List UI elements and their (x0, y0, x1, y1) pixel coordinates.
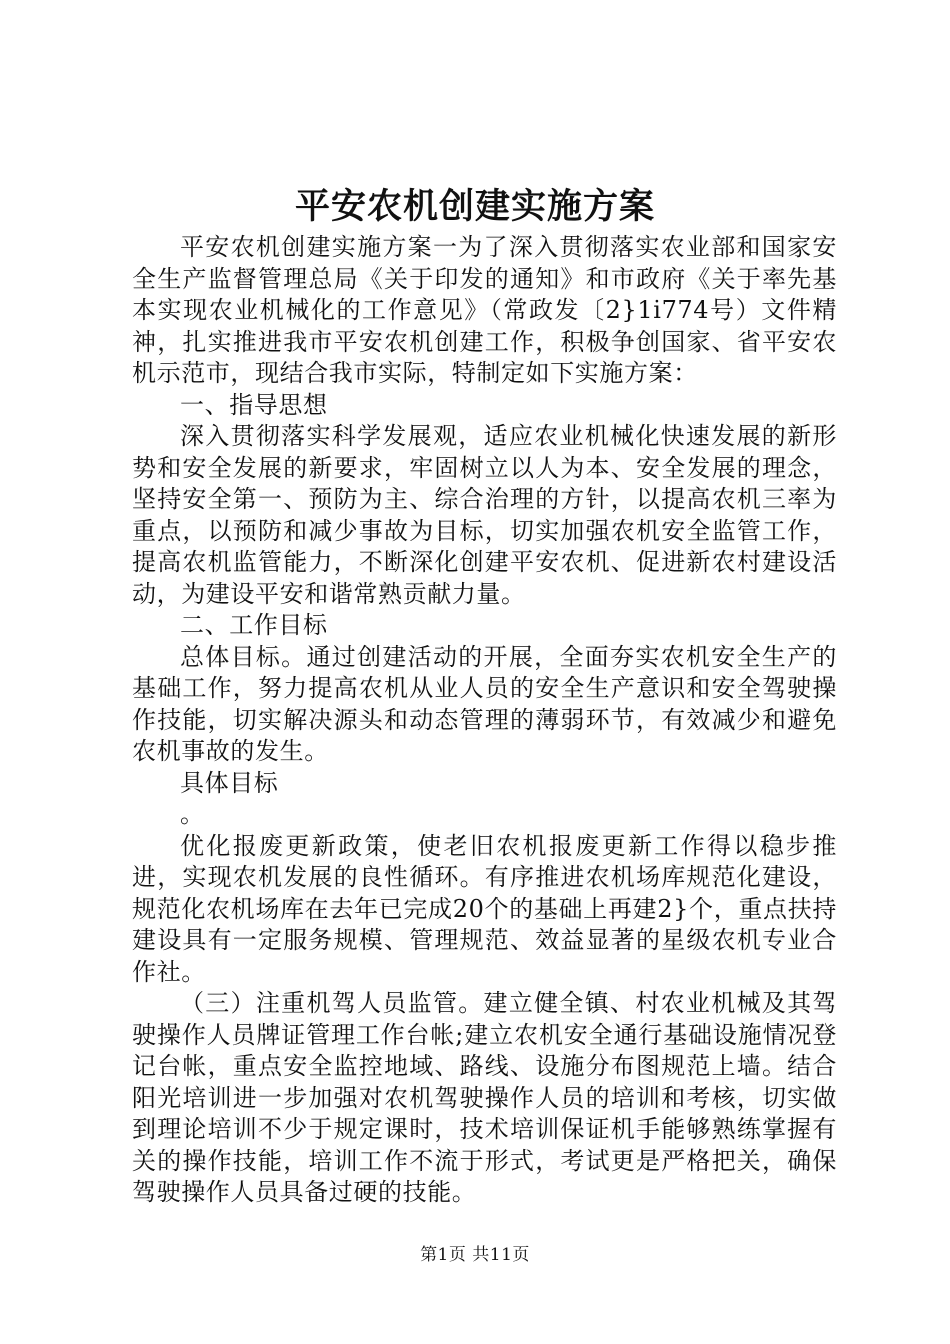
overall-goal-paragraph: 总体目标。通过创建活动的开展，全面夯实农机安全生产的基础工作，努力提高农机从业人员的安全生产意识和安全驾驶操作技能，切实解决源头和动态管理的薄弱环节，有效减少和避免农机事故的发生。 (132, 642, 837, 765)
driver-supervision-paragraph: （三）注重机驾人员监管。建立健全镇、村农业机械及其驾驶操作人员牌证管理工作台帐;建立农机安全通行基础设施情况登记台帐，重点安全监控地域、路线、设施分布图规范上墙。结合阳光培训进一步加强对农机驾驶操作人员的培训和考核，切实做到理论培训不少于规定课时，技术培训保证机手能够熟练掌握有关的操作技能，培训工作不流于形式，考试更是严格把关，确保驾驶操作人员具备过硬的技能。 (132, 989, 837, 1206)
page-footer: 第1页 共11页 (420, 1245, 530, 1265)
document-title: 平安农机创建实施方案 (294, 186, 655, 227)
period-line: 。 (180, 800, 205, 828)
subheading-specific-goals: 具体目标 (180, 768, 279, 797)
section-heading-guiding-ideology: 一、指导思想 (180, 390, 328, 419)
section-heading-work-goals: 二、工作目标 (180, 611, 328, 639)
document-body (132, 232, 837, 1209)
intro-paragraph: 平安农机创建实施方案一为了深入贯彻落实农业部和国家安全生产监督管理总局《关于印发的通知》和市政府《关于率先基本实现农业机械化的工作意见》（常政发〔2}1i774号）文件精神，扎实推进我市平安农机创建工作，积极争创国家、省平安农机示范市，现结合我市实际，特制定如下实施方案： (132, 233, 837, 387)
scrapping-policy-paragraph: 优化报废更新政策，使老旧农机报废更新工作得以稳步推进，实现农机发展的良性循环。有序推进农机场库规范化建设，规范化农机场库在去年已完成20个的基础上再建2}个，重点扶持建设具有一定服务规模、管理规范、效益显著的星级农机专业合作社。 (132, 831, 837, 986)
guiding-ideology-paragraph: 深入贯彻落实科学发展观，适应农业机械化快速发展的新形势和安全发展的新要求，牢固树立以人为本、安全发展的理念，坚持安全第一、预防为主、综合治理的方针，以提高农机三率为重点，以预防和减少事故为目标，切实加强农机安全监管工作，提高农机监管能力，不断深化创建平安农机、促进新农村建设活动，为建设平安和谐常熟贡献力量。 (132, 422, 837, 608)
